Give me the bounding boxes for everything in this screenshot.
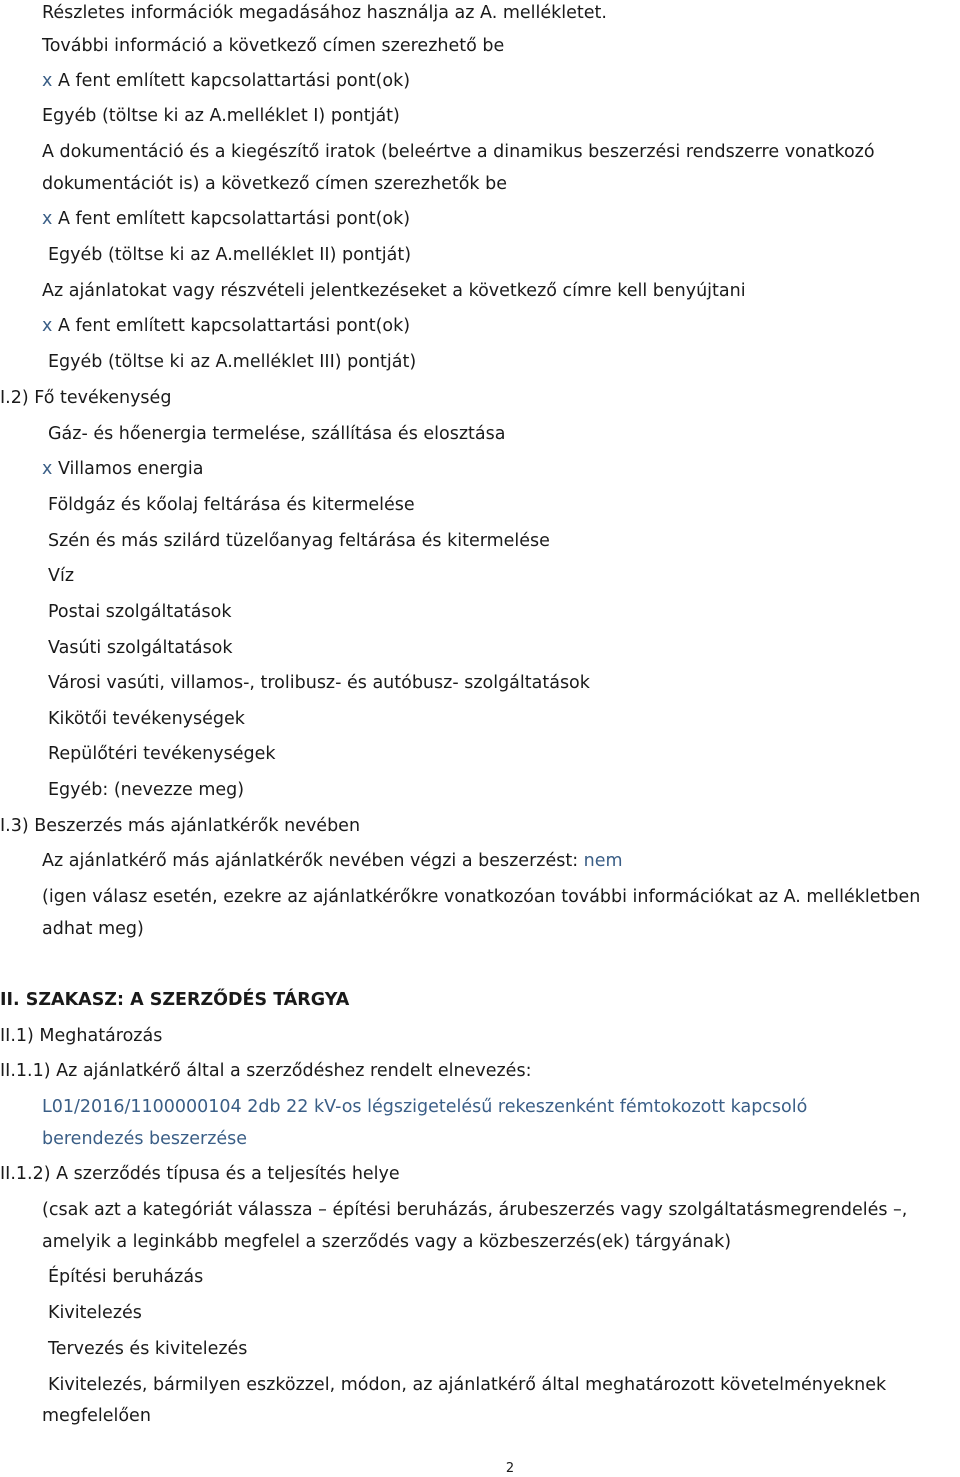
activity-item-gas: Gáz- és hőenergia termelése, szállítása és elosztása (48, 424, 506, 444)
activity-item-other: Egyéb: (nevezze meg) (48, 780, 245, 800)
activity-item-oil: Földgáz és kőolaj feltárása és kitermelése (48, 495, 415, 515)
selected-mark: x (42, 316, 53, 336)
documents-line-1: A dokumentáció és a kiegészítő iratok (beleértve a dinamikus beszerzési rendszerre vonatkozó (42, 142, 875, 162)
question-text: Az ajánlatkérő más ajánlatkérők nevében végzi a beszerzést: (42, 851, 584, 871)
contract-type-note-line-1: (csak azt a kategóriát válassza – építési beruházás, árubeszerzés vagy szolgáltatásmegrendelés –, (42, 1200, 908, 1220)
activity-item-postal: Postai szolgáltatások (48, 602, 232, 622)
option-above-contact-3 (42, 316, 410, 337)
activity-item-port: Kikötői tevékenységek (48, 709, 245, 729)
works-last-line-1: Kivitelezés, bármilyen eszközzel, módon, az ajánlatkérő által meghatározott követelményeknek (48, 1375, 887, 1395)
activity-item-water: Víz (48, 566, 75, 586)
activity-item-electricity (42, 459, 203, 480)
contract-type-note-line-2: amelyik a leginkább megfelel a szerződés vagy a közbeszerzés(ek) tárgyának) (42, 1232, 732, 1252)
submit-title: Az ajánlatokat vagy részvételi jelentkezéseket a következő címre kell benyújtani (42, 281, 746, 301)
on-behalf-note-line-1: (igen válasz esetén, ezekre az ajánlatkérőkre vonatkozóan további információkat az A. mellékletben (42, 887, 921, 907)
more-info-line: Részletes információk megadásához használja az A. mellékletet. (42, 3, 607, 23)
contract-name-line-2: berendezés beszerzése (42, 1129, 248, 1149)
contract-name-line-1: L01/2016/1100000104 2db 22 kV-os légszigetelésű rekeszenként fémtokozott kapcsoló (42, 1097, 808, 1117)
activity-label: Villamos energia (57, 459, 204, 479)
activity-item-urban-transport: Városi vasúti, villamos-, trolibusz- és autóbusz- szolgáltatások (48, 673, 590, 693)
works-title: Építési beruházás (48, 1267, 204, 1287)
option-above-contact-2 (42, 209, 410, 230)
option-label: A fent említett kapcsolattartási pont(ok) (57, 71, 411, 91)
option-label: A fent említett kapcsolattartási pont(ok) (57, 316, 411, 336)
works-last-line-2: megfelelően (42, 1406, 151, 1426)
option-label: A fent említett kapcsolattartási pont(ok) (57, 209, 411, 229)
section-2-title: II. SZAKASZ: A SZERZŐDÉS TÁRGYA (0, 990, 350, 1010)
works-item-design-execution: Tervezés és kivitelezés (48, 1339, 248, 1359)
selected-mark: x (42, 71, 53, 91)
on-behalf-question (42, 851, 623, 872)
selected-mark: x (42, 209, 53, 229)
documents-line-2: dokumentációt is) a következő címen szerezhetők be (42, 174, 507, 194)
on-behalf-note-line-2: adhat meg) (42, 919, 144, 939)
contract-name-heading: II.1.1) Az ajánlatkérő által a szerződéshez rendelt elnevezés: (0, 1061, 532, 1081)
activity-item-airport: Repülőtéri tevékenységek (48, 744, 276, 764)
further-info-title: További információ a következő címen szerezhető be (42, 36, 505, 56)
main-activity-heading: I.2) Fő tevékenység (0, 388, 172, 408)
definition-heading: II.1) Meghatározás (0, 1026, 163, 1046)
page-number: 2 (505, 1461, 515, 1476)
activity-item-railway: Vasúti szolgáltatások (48, 638, 233, 658)
works-item-execution: Kivitelezés (48, 1303, 142, 1323)
option-other-2: Egyéb (töltse ki az A.melléklet II) pontját) (48, 245, 412, 265)
on-behalf-heading: I.3) Beszerzés más ajánlatkérők nevében (0, 816, 361, 836)
selected-mark: x (42, 459, 53, 479)
activity-item-coal: Szén és más szilárd tüzelőanyag feltárása és kitermelése (48, 531, 550, 551)
option-other-3: Egyéb (töltse ki az A.melléklet III) pontját) (48, 352, 417, 372)
answer-value: nem (583, 851, 623, 871)
option-above-contact-1 (42, 71, 410, 92)
option-other-1: Egyéb (töltse ki az A.melléklet I) pontját) (42, 106, 400, 126)
contract-type-heading: II.1.2) A szerződés típusa és a teljesítés helye (0, 1164, 400, 1184)
